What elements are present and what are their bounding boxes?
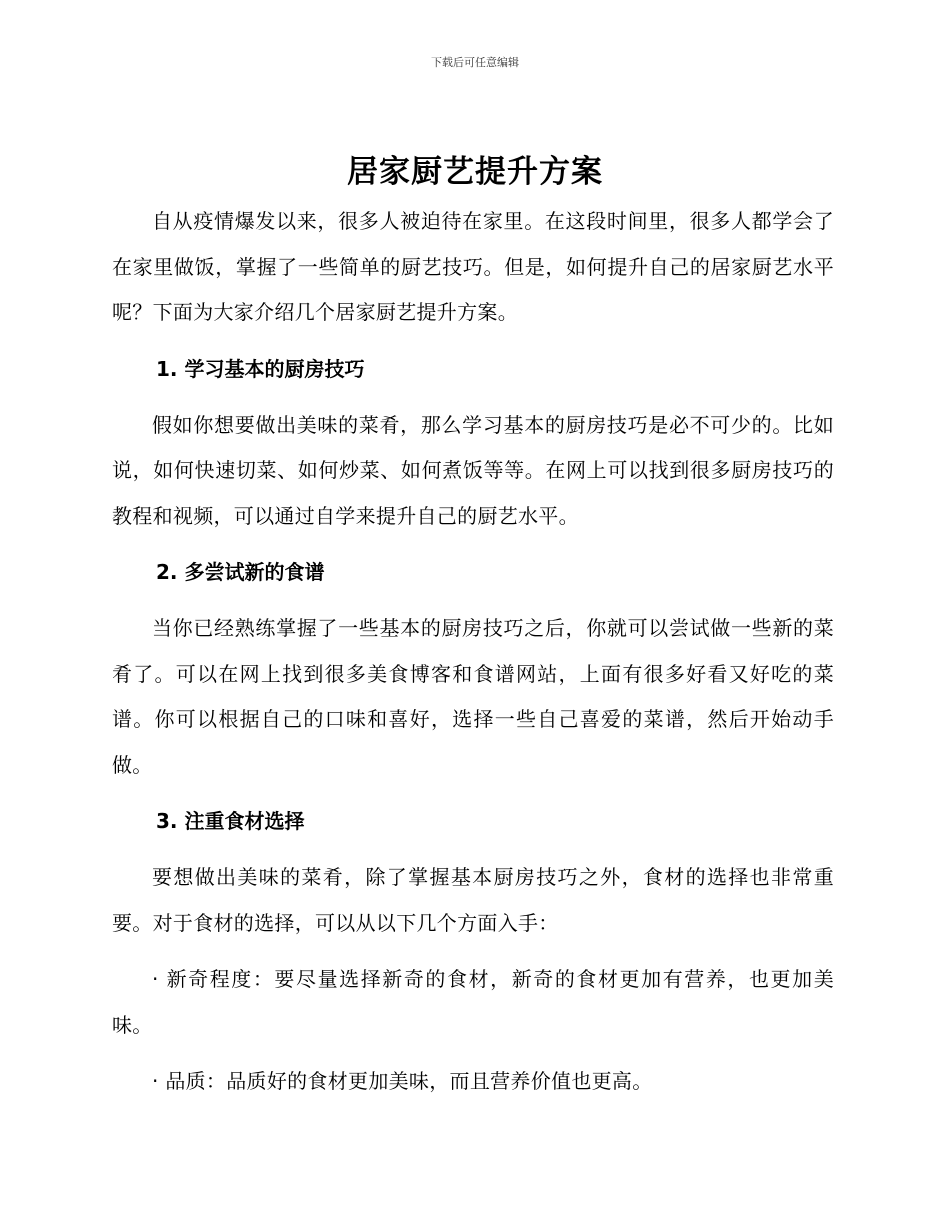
document-body: [112, 199, 834, 1105]
section-body-1: 假如你想要做出美味的菜肴，那么学习基本的厨房技巧是必不可少的。比如说，如何快速切菜、如何炒菜、如何煮饭等等。在网上可以找到很多厨房技巧的教程和视频，可以通过自学来提升自己的厨艺水平。: [112, 412, 834, 528]
header-note: 下载后可任意编辑: [431, 56, 519, 69]
bullet-item-novelty: · 新奇程度：要尽量选择新奇的食材，新奇的食材更加有营养，也更加美味。: [112, 967, 834, 1037]
section-body-2: 当你已经熟练掌握了一些基本的厨房技巧之后，你就可以尝试做一些新的菜肴了。可以在网上找到很多美食博客和食谱网站，上面有很多好看又好吃的菜谱。你可以根据自己的口味和喜好，选择一些自己喜爱的菜谱，然后开始动手做。: [112, 616, 834, 777]
document-title: 居家厨艺提升方案: [347, 154, 603, 190]
intro-paragraph: 自从疫情爆发以来，很多人被迫待在家里。在这段时间里，很多人都学会了在家里做饭，掌握了一些简单的厨艺技巧。但是，如何提升自己的居家厨艺水平呢？下面为大家介绍几个居家厨艺提升方案。: [112, 209, 834, 324]
section-body-3: 要想做出美味的菜肴，除了掌握基本厨房技巧之外，食材的选择也非常重要。对于食材的选择，可以从以下几个方面入手：: [112, 865, 834, 935]
bullet-item-quality: · 品质：品质好的食材更加美味，而且营养价值也更高。: [152, 1069, 653, 1093]
section-heading-1: 1. 学习基本的厨房技巧: [156, 356, 365, 381]
section-heading-2: 2. 多尝试新的食谱: [156, 560, 325, 584]
section-heading-3: 3. 注重食材选择: [156, 809, 305, 833]
